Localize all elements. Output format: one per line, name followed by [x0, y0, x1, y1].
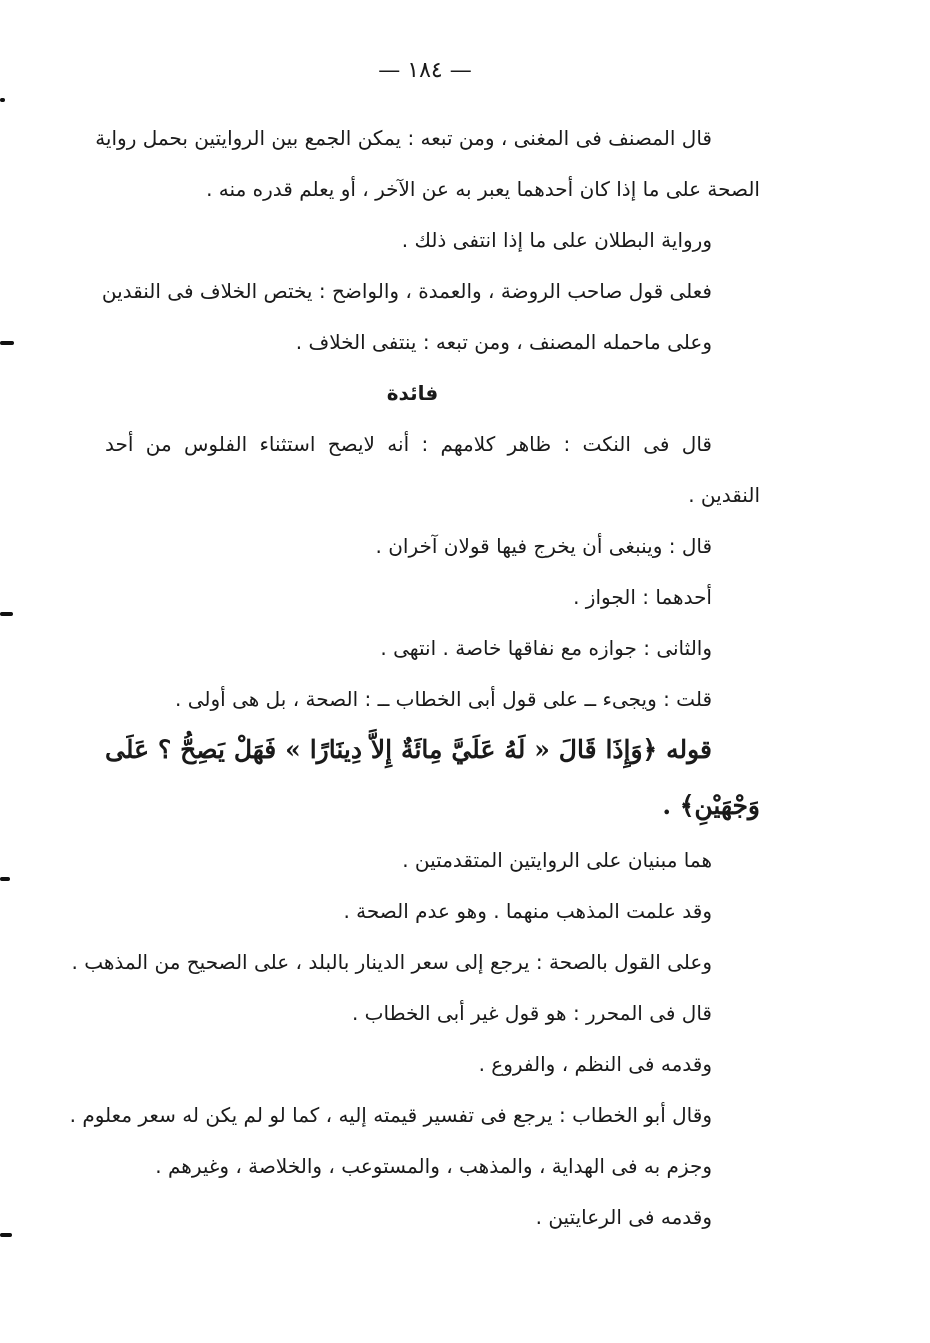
text-line-19: وقدمه فى النظم ، والفروع . — [478, 1052, 712, 1076]
text-line-21: وجزم به فى الهداية ، والمذهب ، والمستوعب ، والخلاصة ، وغيرهم . — [155, 1154, 712, 1178]
section-heading: فائدة — [386, 381, 439, 405]
text-line-4: فعلى قول صاحب الروضة ، والعمدة ، والواضح : يختص الخلاف فى النقدين — [101, 279, 712, 303]
margin-mark — [0, 341, 14, 345]
text-line-9: قال : وينبغى أن يخرج فيها قولان آخران . — [375, 534, 712, 558]
text-line-8: النقدين . — [688, 483, 760, 507]
text-line-15: هما مبنيان على الروايتين المتقدمتين . — [402, 848, 712, 872]
margin-mark — [0, 1233, 12, 1237]
text-line-12: قلت : ويجىء ــ على قول أبى الخطاب ــ : الصحة ، بل هى أولى . — [175, 687, 712, 711]
margin-mark — [0, 877, 10, 881]
text-line-17: وعلى القول بالصحة : يرجع إلى سعر الدينار بالبلد ، على الصحيح من المذهب . — [71, 950, 712, 974]
quoted-passage-line-2: وَجْهَيْنِ﴾ . — [662, 791, 760, 820]
margin-mark — [0, 612, 13, 616]
body-text — [69, 125, 760, 1255]
text-line-18: قال فى المحرر : هو قول غير أبى الخطاب . — [351, 1001, 712, 1025]
text-line-10: أحدهما : الجواز . — [573, 585, 712, 609]
text-line-16: وقد علمت المذهب منهما . وهو عدم الصحة . — [343, 899, 712, 923]
page-number: — ١٨٤ — — [378, 58, 472, 83]
text-line-3: ورواية البطلان على ما إذا انتفى ذلك . — [401, 228, 712, 252]
margin-mark — [0, 98, 5, 102]
text-line-22: وقدمه فى الرعايتين . — [535, 1205, 712, 1229]
text-line-20: وقال أبو الخطاب : يرجع فى تفسير قيمته إليه ، كما لو لم يكن له سعر معلوم . — [69, 1103, 712, 1127]
text-line-1: قال المصنف فى المغنى ، ومن تبعه : يمكن الجمع بين الروايتين بحمل رواية — [95, 126, 712, 150]
text-line-11: والثانى : جوازه مع نفاقها خاصة . انتهى . — [380, 636, 712, 660]
text-line-7: قال فى النكت : ظاهر كلامهم : أنه لايصح استثناء الفلوس من أحد — [105, 432, 712, 456]
text-line-2: الصحة على ما إذا كان أحدهما يعبر به عن الآخر ، أو يعلم قدره منه . — [206, 177, 760, 201]
quoted-passage-line-1: قوله ﴿وَإِذَا قَالَ « لَهُ عَلَيَّ مِائَةٌ إِلاَّ دِينَارًا » فَهَلْ يَصِحُّ ؟ عَلَى — [105, 735, 712, 764]
text-line-5: وعلى ماحمله المصنف ، ومن تبعه : ينتفى الخلاف . — [295, 330, 712, 354]
